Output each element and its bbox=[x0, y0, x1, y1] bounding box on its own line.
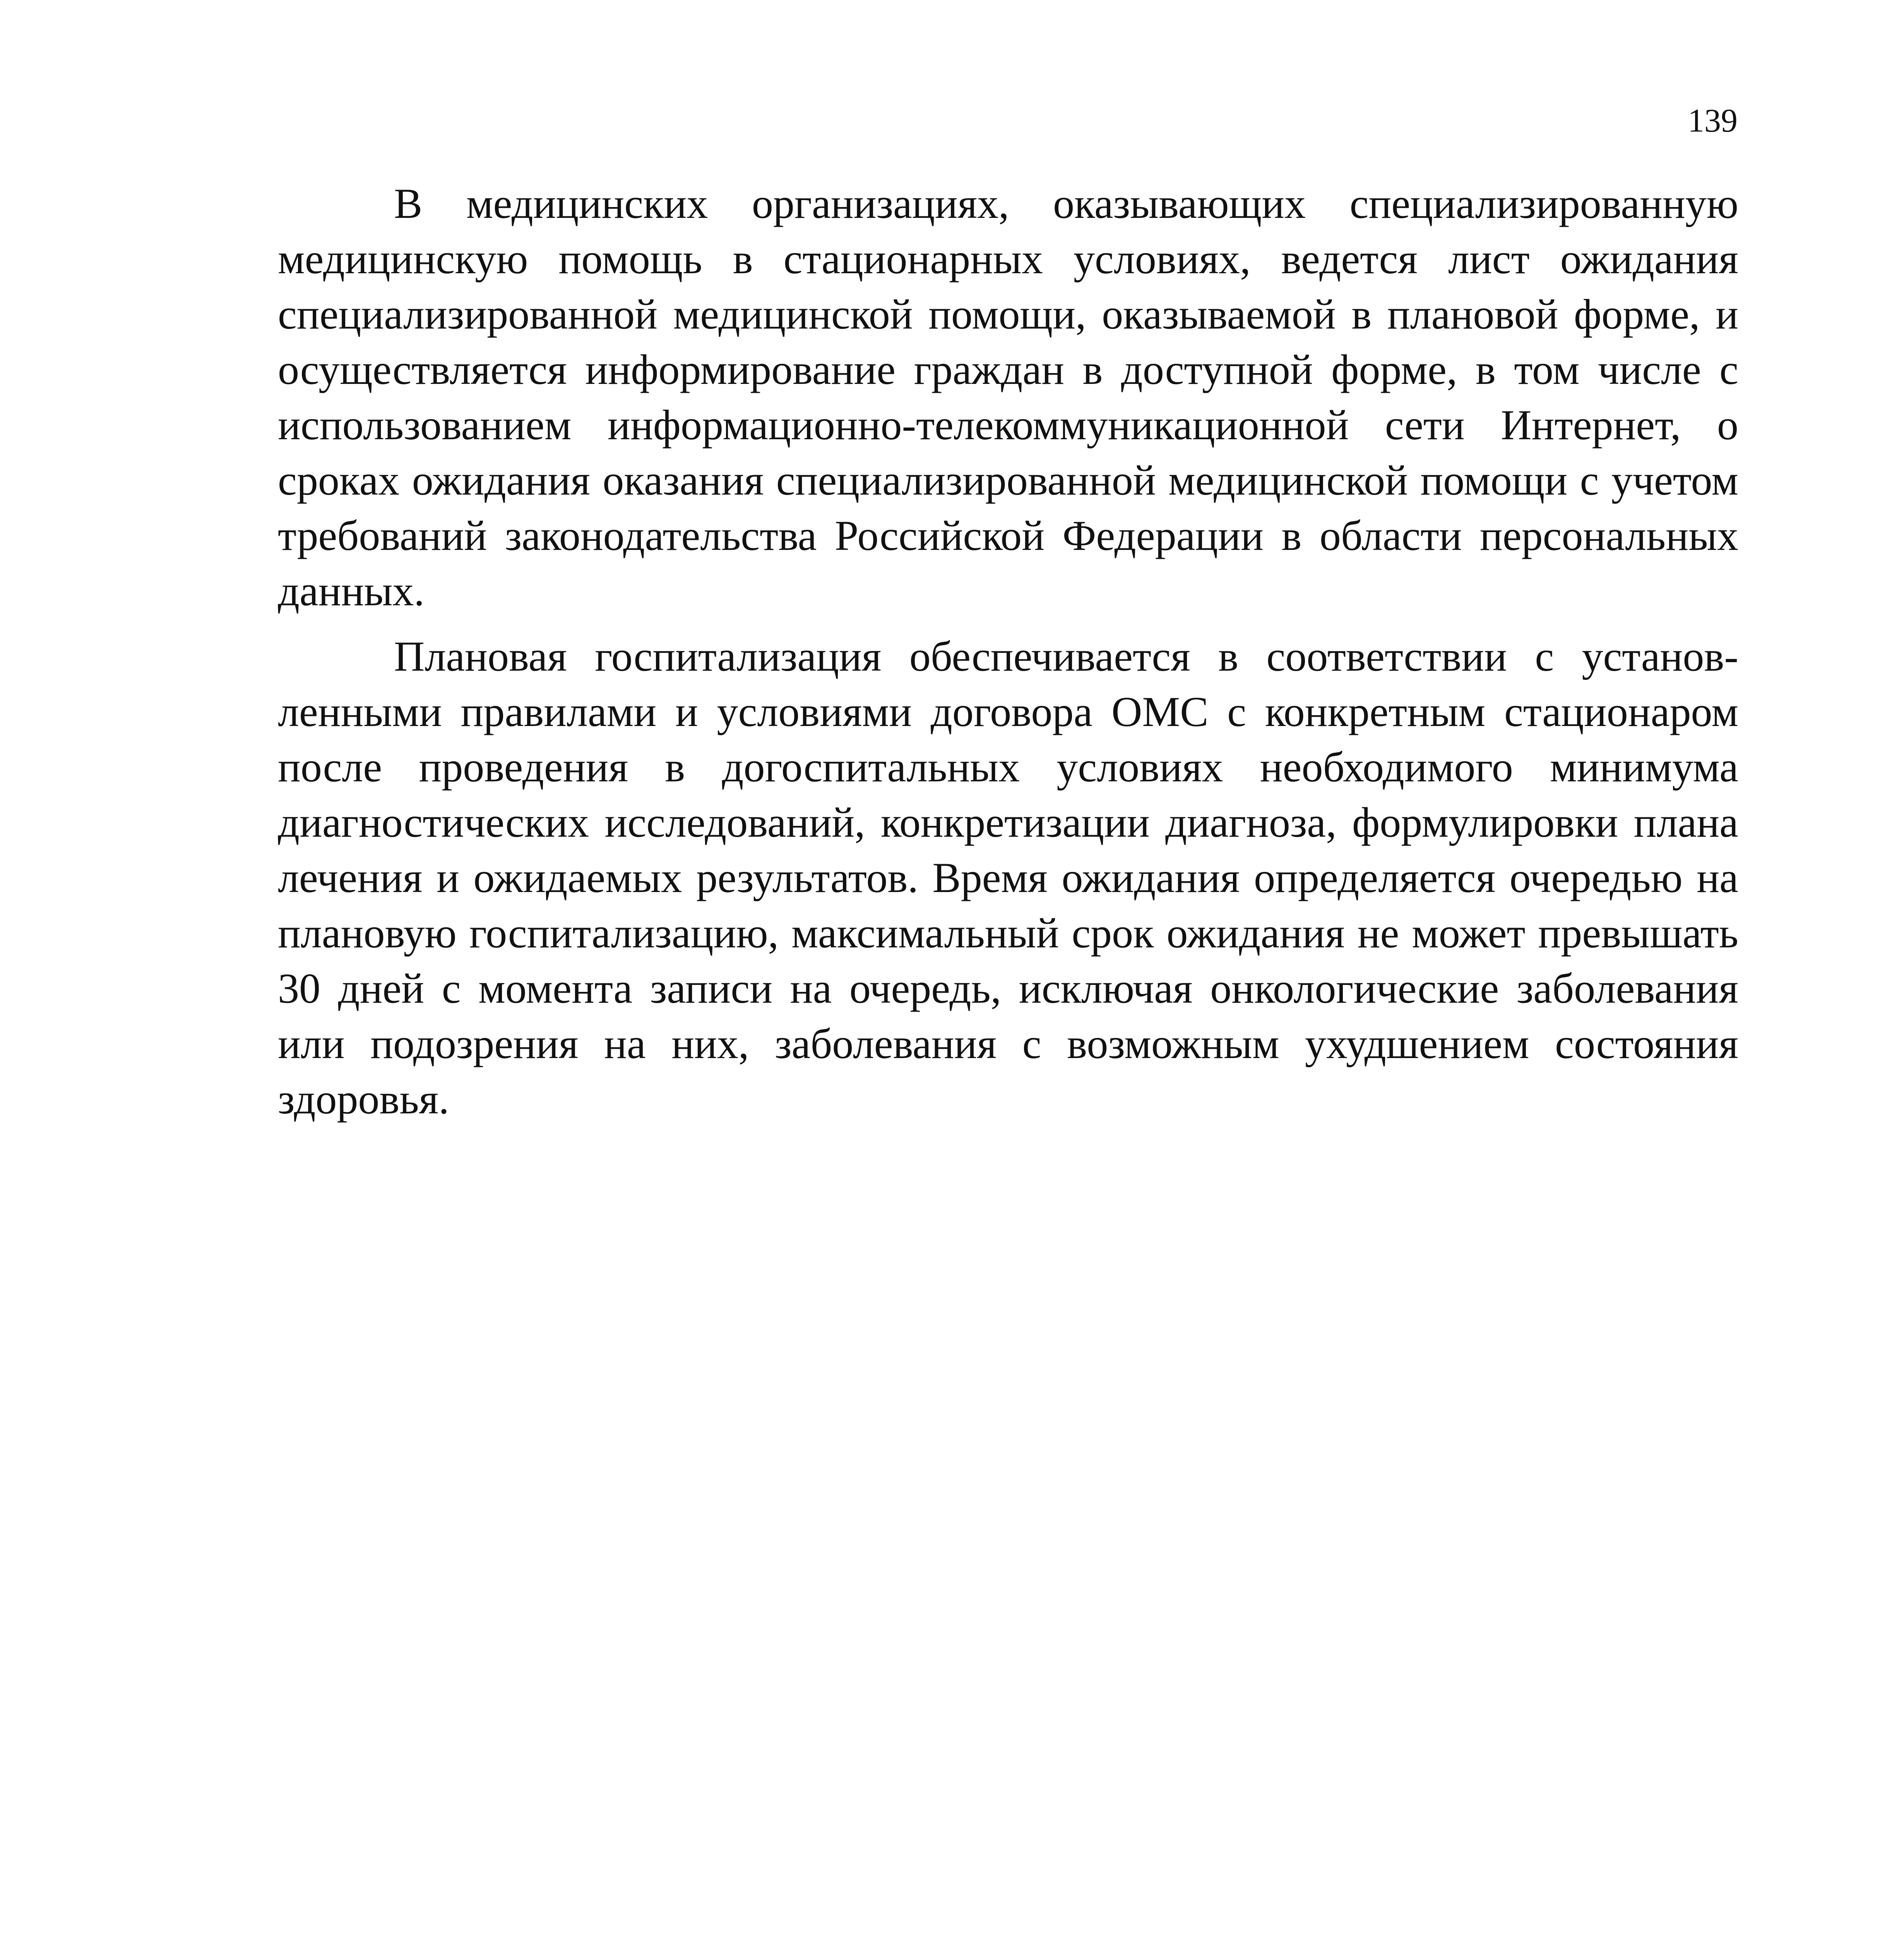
page-number: 139 bbox=[1688, 102, 1738, 139]
paragraph-waiting-list: В медицинских организациях, оказывающих специализированную медицинскую помощь в стационарных условиях, ведется лист ожидания специализированной медицинской помощи, оказываемой в плановой форме, и осуществляется информирование граждан в доступной форме, в том числе с использованием информационно-телекоммуникационной сети Интернет, о сроках ожидания оказания специализированной медицинской помощи с учетом требований законодательства Российской Федерации в области персональных данных. bbox=[278, 180, 1738, 615]
paragraph-planned-hospitalization: Плановая госпитализация обеспечивается в соответствии с установленными правилами и условиями договора ОМС с конкретным стационаром после проведения в догоспитальных условиях необходимого минимума диагностических исследований, конкретизации диагноза, формулировки плана лечения и ожидаемых результатов. Время ожидания определяется очередью на плановую госпитализацию, максимальный срок ожидания не может превышать 30 дней с момента записи на очередь, исключая онкологические заболевания или подозрения на них, заболевания с возможным ухудшением состояния здоровья. bbox=[278, 633, 1738, 1123]
document-body bbox=[278, 176, 1738, 1137]
